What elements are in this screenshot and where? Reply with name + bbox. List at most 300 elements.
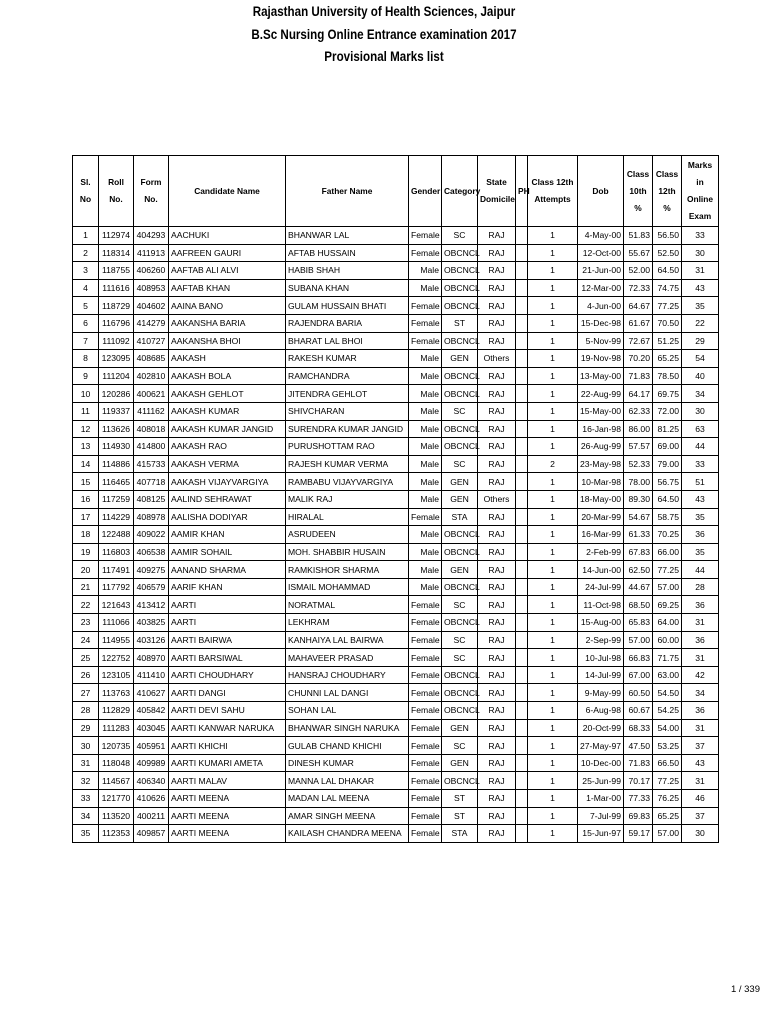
- cell-dob: 18-May-00: [578, 490, 624, 508]
- cell-category: GEN: [442, 754, 478, 772]
- cell-candidate-name: AAMIR SOHAIL: [169, 543, 286, 561]
- cell-candidate-name: AAKASH VERMA: [169, 455, 286, 473]
- cell-category: OBCNCL: [442, 279, 478, 297]
- table-row: [73, 438, 719, 456]
- cell-sl-no: 27: [73, 684, 99, 702]
- cell-class-10th-pct: 72.67: [624, 332, 653, 350]
- cell-class-12th-attempts: 1: [528, 526, 578, 544]
- cell-form-no: 409857: [134, 825, 169, 843]
- cell-class-12th-pct: 65.25: [653, 807, 682, 825]
- cell-dob: 6-Aug-98: [578, 702, 624, 720]
- cell-gender: Male: [409, 561, 442, 579]
- cell-class-10th-pct: 47.50: [624, 737, 653, 755]
- cell-dob: 21-Jun-00: [578, 262, 624, 280]
- cell-dob: 10-Mar-98: [578, 473, 624, 491]
- cell-candidate-name: AARTI BARSIWAL: [169, 649, 286, 667]
- table-row: [73, 543, 719, 561]
- cell-marks-online-exam: 43: [682, 754, 719, 772]
- cell-class-12th-pct: 70.25: [653, 526, 682, 544]
- column-header-category: Category: [442, 156, 478, 227]
- table-row: [73, 526, 719, 544]
- cell-candidate-name: AARTI KANWAR NARUKA: [169, 719, 286, 737]
- cell-class-10th-pct: 44.67: [624, 578, 653, 596]
- column-header-sl-no: Sl. No: [73, 156, 99, 227]
- cell-form-no: 408970: [134, 649, 169, 667]
- cell-state-domicile: RAJ: [478, 737, 516, 755]
- cell-marks-online-exam: 31: [682, 649, 719, 667]
- cell-roll-no: 114955: [99, 631, 134, 649]
- table-row: [73, 649, 719, 667]
- cell-sl-no: 22: [73, 596, 99, 614]
- cell-category: SC: [442, 631, 478, 649]
- cell-sl-no: 28: [73, 702, 99, 720]
- table-row: [73, 473, 719, 491]
- cell-roll-no: 111283: [99, 719, 134, 737]
- cell-gender: Female: [409, 508, 442, 526]
- cell-class-12th-pct: 65.25: [653, 350, 682, 368]
- cell-marks-online-exam: 28: [682, 578, 719, 596]
- cell-candidate-name: AARTI DANGI: [169, 684, 286, 702]
- cell-class-12th-attempts: 1: [528, 737, 578, 755]
- cell-class-12th-pct: 76.25: [653, 790, 682, 808]
- cell-class-10th-pct: 78.00: [624, 473, 653, 491]
- cell-ph: [516, 473, 528, 491]
- table-row: [73, 596, 719, 614]
- table-row: [73, 737, 719, 755]
- table-row: [73, 754, 719, 772]
- cell-class-12th-attempts: 1: [528, 244, 578, 262]
- cell-roll-no: 111616: [99, 279, 134, 297]
- cell-ph: [516, 455, 528, 473]
- cell-class-12th-attempts: 1: [528, 350, 578, 368]
- cell-class-10th-pct: 68.33: [624, 719, 653, 737]
- cell-class-10th-pct: 59.17: [624, 825, 653, 843]
- cell-marks-online-exam: 46: [682, 790, 719, 808]
- cell-gender: Male: [409, 578, 442, 596]
- cell-gender: Female: [409, 825, 442, 843]
- table-row: [73, 455, 719, 473]
- cell-category: GEN: [442, 561, 478, 579]
- cell-class-10th-pct: 89.30: [624, 490, 653, 508]
- cell-gender: Female: [409, 666, 442, 684]
- cell-dob: 4-Jun-00: [578, 297, 624, 315]
- cell-sl-no: 11: [73, 402, 99, 420]
- cell-candidate-name: AAKASH GEHLOT: [169, 385, 286, 403]
- cell-class-10th-pct: 52.33: [624, 455, 653, 473]
- cell-father-name: ASRUDEEN: [286, 526, 409, 544]
- cell-class-12th-attempts: 1: [528, 490, 578, 508]
- cell-marks-online-exam: 37: [682, 807, 719, 825]
- cell-category: SC: [442, 402, 478, 420]
- cell-marks-online-exam: 51: [682, 473, 719, 491]
- cell-category: ST: [442, 807, 478, 825]
- table-row: [73, 825, 719, 843]
- cell-class-10th-pct: 68.50: [624, 596, 653, 614]
- cell-gender: Male: [409, 490, 442, 508]
- cell-roll-no: 120735: [99, 737, 134, 755]
- cell-sl-no: 18: [73, 526, 99, 544]
- cell-dob: 12-Oct-00: [578, 244, 624, 262]
- cell-ph: [516, 227, 528, 245]
- cell-roll-no: 114567: [99, 772, 134, 790]
- cell-father-name: RAKESH KUMAR: [286, 350, 409, 368]
- cell-state-domicile: RAJ: [478, 561, 516, 579]
- cell-marks-online-exam: 31: [682, 772, 719, 790]
- cell-state-domicile: RAJ: [478, 790, 516, 808]
- cell-state-domicile: RAJ: [478, 367, 516, 385]
- cell-category: OBCNCL: [442, 614, 478, 632]
- cell-class-12th-pct: 79.00: [653, 455, 682, 473]
- cell-class-12th-attempts: 1: [528, 754, 578, 772]
- cell-category: ST: [442, 790, 478, 808]
- cell-class-12th-attempts: 1: [528, 543, 578, 561]
- cell-sl-no: 14: [73, 455, 99, 473]
- cell-gender: Female: [409, 297, 442, 315]
- cell-father-name: ISMAIL MOHAMMAD: [286, 578, 409, 596]
- cell-state-domicile: RAJ: [478, 772, 516, 790]
- cell-ph: [516, 438, 528, 456]
- cell-form-no: 414279: [134, 314, 169, 332]
- cell-class-12th-pct: 77.25: [653, 772, 682, 790]
- cell-roll-no: 116465: [99, 473, 134, 491]
- cell-roll-no: 122752: [99, 649, 134, 667]
- cell-roll-no: 114930: [99, 438, 134, 456]
- cell-state-domicile: RAJ: [478, 279, 516, 297]
- cell-dob: 5-Nov-99: [578, 332, 624, 350]
- cell-gender: Female: [409, 684, 442, 702]
- cell-class-12th-attempts: 1: [528, 666, 578, 684]
- cell-marks-online-exam: 22: [682, 314, 719, 332]
- cell-class-10th-pct: 66.83: [624, 649, 653, 667]
- cell-marks-online-exam: 40: [682, 367, 719, 385]
- cell-class-12th-attempts: 1: [528, 719, 578, 737]
- cell-gender: Female: [409, 719, 442, 737]
- cell-dob: 20-Mar-99: [578, 508, 624, 526]
- column-header-class-12th-pct: Class 12th %: [653, 156, 682, 227]
- cell-category: GEN: [442, 473, 478, 491]
- cell-candidate-name: AAKASH VIJAYVARGIYA: [169, 473, 286, 491]
- cell-category: SC: [442, 455, 478, 473]
- cell-category: GEN: [442, 719, 478, 737]
- cell-gender: Female: [409, 702, 442, 720]
- cell-class-12th-attempts: 1: [528, 561, 578, 579]
- table-row: [73, 578, 719, 596]
- cell-roll-no: 123095: [99, 350, 134, 368]
- cell-state-domicile: RAJ: [478, 314, 516, 332]
- cell-class-10th-pct: 55.67: [624, 244, 653, 262]
- exam-title: B.Sc Nursing Online Entrance examination 2017: [251, 26, 517, 42]
- cell-dob: 27-May-97: [578, 737, 624, 755]
- cell-form-no: 410627: [134, 684, 169, 702]
- cell-marks-online-exam: 31: [682, 614, 719, 632]
- table-row: [73, 297, 719, 315]
- cell-sl-no: 12: [73, 420, 99, 438]
- cell-dob: 16-Jan-98: [578, 420, 624, 438]
- cell-category: OBCNCL: [442, 367, 478, 385]
- cell-class-10th-pct: 72.33: [624, 279, 653, 297]
- cell-class-12th-attempts: 1: [528, 825, 578, 843]
- cell-category: OBCNCL: [442, 438, 478, 456]
- cell-dob: 10-Jul-98: [578, 649, 624, 667]
- cell-candidate-name: AAKASH RAO: [169, 438, 286, 456]
- cell-gender: Male: [409, 350, 442, 368]
- cell-class-12th-pct: 71.75: [653, 649, 682, 667]
- cell-father-name: GULAB CHAND KHICHI: [286, 737, 409, 755]
- cell-father-name: RAMBABU VIJAYVARGIYA: [286, 473, 409, 491]
- header-row: [73, 156, 719, 227]
- cell-father-name: CHUNNI LAL DANGI: [286, 684, 409, 702]
- cell-form-no: 408685: [134, 350, 169, 368]
- cell-state-domicile: RAJ: [478, 526, 516, 544]
- cell-ph: [516, 614, 528, 632]
- cell-marks-online-exam: 44: [682, 438, 719, 456]
- university-title: Rajasthan University of Health Sciences, Jaipur: [252, 4, 516, 19]
- cell-class-12th-attempts: 1: [528, 367, 578, 385]
- cell-state-domicile: RAJ: [478, 227, 516, 245]
- cell-marks-online-exam: 43: [682, 279, 719, 297]
- cell-candidate-name: AARTI DEVI SAHU: [169, 702, 286, 720]
- cell-form-no: 410626: [134, 790, 169, 808]
- column-header-class-10th-pct: Class 10th %: [624, 156, 653, 227]
- cell-roll-no: 113626: [99, 420, 134, 438]
- cell-state-domicile: RAJ: [478, 262, 516, 280]
- cell-state-domicile: RAJ: [478, 508, 516, 526]
- cell-category: ST: [442, 314, 478, 332]
- cell-marks-online-exam: 44: [682, 561, 719, 579]
- cell-ph: [516, 631, 528, 649]
- cell-roll-no: 117491: [99, 561, 134, 579]
- cell-father-name: RAJENDRA BARIA: [286, 314, 409, 332]
- cell-sl-no: 25: [73, 649, 99, 667]
- cell-class-12th-pct: 51.25: [653, 332, 682, 350]
- cell-marks-online-exam: 30: [682, 244, 719, 262]
- cell-father-name: BHARAT LAL BHOI: [286, 332, 409, 350]
- cell-candidate-name: AALIND SEHRAWAT: [169, 490, 286, 508]
- cell-roll-no: 120286: [99, 385, 134, 403]
- cell-roll-no: 111204: [99, 367, 134, 385]
- cell-father-name: MOH. SHABBIR HUSAIN: [286, 543, 409, 561]
- cell-father-name: HABIB SHAH: [286, 262, 409, 280]
- cell-class-10th-pct: 64.67: [624, 297, 653, 315]
- table-row: [73, 702, 719, 720]
- table-row: [73, 508, 719, 526]
- cell-dob: 22-Aug-99: [578, 385, 624, 403]
- cell-dob: 9-May-99: [578, 684, 624, 702]
- cell-ph: [516, 666, 528, 684]
- cell-roll-no: 123105: [99, 666, 134, 684]
- column-header-ph: PH: [516, 156, 528, 227]
- cell-ph: [516, 543, 528, 561]
- cell-marks-online-exam: 36: [682, 631, 719, 649]
- cell-candidate-name: AAKASH KUMAR: [169, 402, 286, 420]
- cell-father-name: AMAR SINGH MEENA: [286, 807, 409, 825]
- cell-candidate-name: AARTI CHOUDHARY: [169, 666, 286, 684]
- cell-gender: Female: [409, 227, 442, 245]
- cell-class-12th-pct: 81.25: [653, 420, 682, 438]
- cell-father-name: HANSRAJ CHOUDHARY: [286, 666, 409, 684]
- cell-sl-no: 8: [73, 350, 99, 368]
- cell-roll-no: 117792: [99, 578, 134, 596]
- cell-ph: [516, 526, 528, 544]
- cell-gender: Female: [409, 596, 442, 614]
- cell-state-domicile: RAJ: [478, 332, 516, 350]
- cell-marks-online-exam: 31: [682, 719, 719, 737]
- cell-father-name: SUBANA KHAN: [286, 279, 409, 297]
- cell-class-12th-attempts: 1: [528, 332, 578, 350]
- cell-sl-no: 19: [73, 543, 99, 561]
- cell-class-12th-attempts: 1: [528, 402, 578, 420]
- cell-dob: 13-May-00: [578, 367, 624, 385]
- table-row: [73, 279, 719, 297]
- cell-father-name: DINESH KUMAR: [286, 754, 409, 772]
- column-header-class-12th-attempts: Class 12th Attempts: [528, 156, 578, 227]
- cell-state-domicile: RAJ: [478, 385, 516, 403]
- column-header-dob: Dob: [578, 156, 624, 227]
- cell-roll-no: 122488: [99, 526, 134, 544]
- cell-class-10th-pct: 67.00: [624, 666, 653, 684]
- cell-gender: Male: [409, 420, 442, 438]
- cell-class-10th-pct: 60.50: [624, 684, 653, 702]
- cell-form-no: 404293: [134, 227, 169, 245]
- cell-roll-no: 117259: [99, 490, 134, 508]
- cell-class-12th-pct: 56.50: [653, 227, 682, 245]
- cell-class-12th-attempts: 1: [528, 473, 578, 491]
- cell-sl-no: 3: [73, 262, 99, 280]
- cell-ph: [516, 367, 528, 385]
- cell-sl-no: 5: [73, 297, 99, 315]
- cell-father-name: JITENDRA GEHLOT: [286, 385, 409, 403]
- cell-form-no: 415733: [134, 455, 169, 473]
- cell-category: STA: [442, 508, 478, 526]
- cell-gender: Female: [409, 332, 442, 350]
- cell-form-no: 409022: [134, 526, 169, 544]
- cell-sl-no: 10: [73, 385, 99, 403]
- cell-ph: [516, 314, 528, 332]
- cell-form-no: 411410: [134, 666, 169, 684]
- cell-dob: 7-Jul-99: [578, 807, 624, 825]
- cell-father-name: LEKHRAM: [286, 614, 409, 632]
- cell-father-name: AFTAB HUSSAIN: [286, 244, 409, 262]
- cell-sl-no: 6: [73, 314, 99, 332]
- cell-candidate-name: AAMIR KHAN: [169, 526, 286, 544]
- cell-class-10th-pct: 70.20: [624, 350, 653, 368]
- column-header-candidate-name: Candidate Name: [169, 156, 286, 227]
- cell-state-domicile: RAJ: [478, 825, 516, 843]
- cell-form-no: 413412: [134, 596, 169, 614]
- cell-class-10th-pct: 52.00: [624, 262, 653, 280]
- cell-candidate-name: AALISHA DODIYAR: [169, 508, 286, 526]
- cell-ph: [516, 737, 528, 755]
- cell-ph: [516, 754, 528, 772]
- cell-ph: [516, 684, 528, 702]
- cell-candidate-name: AAFTAB KHAN: [169, 279, 286, 297]
- cell-state-domicile: RAJ: [478, 543, 516, 561]
- table-row: [73, 614, 719, 632]
- cell-dob: 20-Oct-99: [578, 719, 624, 737]
- cell-class-12th-pct: 57.00: [653, 578, 682, 596]
- cell-gender: Female: [409, 244, 442, 262]
- cell-category: OBCNCL: [442, 385, 478, 403]
- cell-class-12th-attempts: 1: [528, 772, 578, 790]
- cell-roll-no: 114229: [99, 508, 134, 526]
- cell-gender: Female: [409, 754, 442, 772]
- cell-class-12th-pct: 69.75: [653, 385, 682, 403]
- cell-roll-no: 113520: [99, 807, 134, 825]
- cell-ph: [516, 332, 528, 350]
- cell-class-10th-pct: 71.83: [624, 754, 653, 772]
- cell-candidate-name: AAKANSHA BARIA: [169, 314, 286, 332]
- cell-class-10th-pct: 61.67: [624, 314, 653, 332]
- cell-state-domicile: RAJ: [478, 596, 516, 614]
- cell-sl-no: 9: [73, 367, 99, 385]
- cell-dob: 15-Jun-97: [578, 825, 624, 843]
- cell-dob: 14-Jun-00: [578, 561, 624, 579]
- cell-ph: [516, 807, 528, 825]
- cell-sl-no: 17: [73, 508, 99, 526]
- table-row: [73, 385, 719, 403]
- table-row: [73, 666, 719, 684]
- cell-form-no: 406579: [134, 578, 169, 596]
- cell-father-name: BHANWAR SINGH NARUKA: [286, 719, 409, 737]
- cell-form-no: 414800: [134, 438, 169, 456]
- cell-roll-no: 121770: [99, 790, 134, 808]
- cell-category: OBCNCL: [442, 244, 478, 262]
- cell-roll-no: 119337: [99, 402, 134, 420]
- cell-sl-no: 20: [73, 561, 99, 579]
- cell-marks-online-exam: 35: [682, 508, 719, 526]
- cell-sl-no: 32: [73, 772, 99, 790]
- cell-dob: 26-Aug-99: [578, 438, 624, 456]
- cell-class-12th-pct: 64.50: [653, 262, 682, 280]
- cell-sl-no: 34: [73, 807, 99, 825]
- cell-gender: Male: [409, 367, 442, 385]
- cell-roll-no: 121643: [99, 596, 134, 614]
- cell-form-no: 408953: [134, 279, 169, 297]
- cell-category: OBCNCL: [442, 578, 478, 596]
- cell-class-12th-pct: 53.25: [653, 737, 682, 755]
- cell-class-12th-pct: 64.50: [653, 490, 682, 508]
- cell-class-12th-attempts: 1: [528, 790, 578, 808]
- cell-roll-no: 116803: [99, 543, 134, 561]
- cell-class-10th-pct: 57.57: [624, 438, 653, 456]
- cell-gender: Male: [409, 385, 442, 403]
- table-row: [73, 367, 719, 385]
- cell-class-12th-pct: 69.00: [653, 438, 682, 456]
- cell-class-10th-pct: 71.83: [624, 367, 653, 385]
- cell-candidate-name: AARTI MEENA: [169, 807, 286, 825]
- cell-class-12th-pct: 54.00: [653, 719, 682, 737]
- cell-ph: [516, 402, 528, 420]
- column-header-state-domicile: State Domicile: [478, 156, 516, 227]
- cell-dob: 1-Mar-00: [578, 790, 624, 808]
- cell-roll-no: 112353: [99, 825, 134, 843]
- cell-form-no: 403045: [134, 719, 169, 737]
- cell-father-name: NORATMAL: [286, 596, 409, 614]
- cell-class-10th-pct: 60.67: [624, 702, 653, 720]
- cell-candidate-name: AARIF KHAN: [169, 578, 286, 596]
- table-row: [73, 262, 719, 280]
- cell-class-10th-pct: 77.33: [624, 790, 653, 808]
- cell-state-domicile: RAJ: [478, 702, 516, 720]
- cell-gender: Male: [409, 455, 442, 473]
- document-header: [0, 0, 768, 69]
- table-row: [73, 790, 719, 808]
- table-row: [73, 420, 719, 438]
- cell-ph: [516, 508, 528, 526]
- table-row: [73, 314, 719, 332]
- cell-candidate-name: AARTI KUMARI AMETA: [169, 754, 286, 772]
- marks-table: [72, 155, 719, 843]
